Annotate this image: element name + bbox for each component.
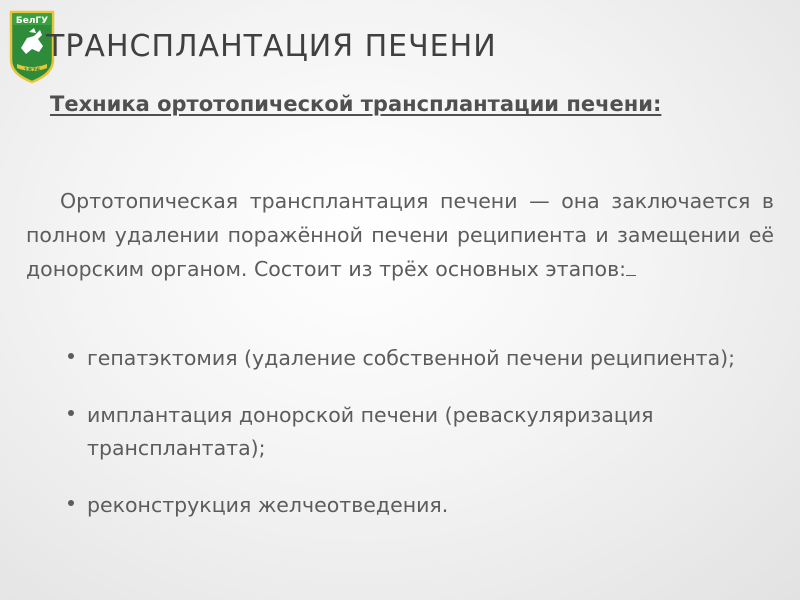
bullet-dot-icon	[68, 500, 74, 506]
slide-title: ТРАНСПЛАНТАЦИЯ ПЕЧЕНИ	[46, 29, 497, 64]
subtitle-text: Техника ортотопической трансплантации печени:	[50, 92, 662, 116]
list-item-text: имплантация донорской печени (реваскуляризация трансплантата);	[87, 403, 654, 460]
paragraph-text: Ортотопическая трансплантация печени — она заключается в полном удалении поражённой печени реципиента и замещении её донорским органом. Состоит из трёх основных этапов:	[26, 189, 774, 281]
logo-text: БелГУ	[15, 16, 49, 26]
list-item-text: реконструкция желчеотведения.	[87, 493, 449, 517]
stages-list	[66, 342, 786, 546]
bullet-dot-icon	[68, 353, 74, 359]
slide-subtitle	[26, 88, 786, 120]
logo-year: 1876	[23, 67, 41, 74]
bullet-dot-icon	[68, 410, 74, 416]
text-cursor-mark	[626, 257, 636, 276]
list-item	[66, 399, 786, 465]
list-item	[66, 489, 786, 522]
list-item-text: гепатэктомия (удаление собственной печени реципиента);	[87, 346, 736, 370]
list-item	[66, 342, 786, 375]
intro-paragraph	[26, 184, 774, 286]
